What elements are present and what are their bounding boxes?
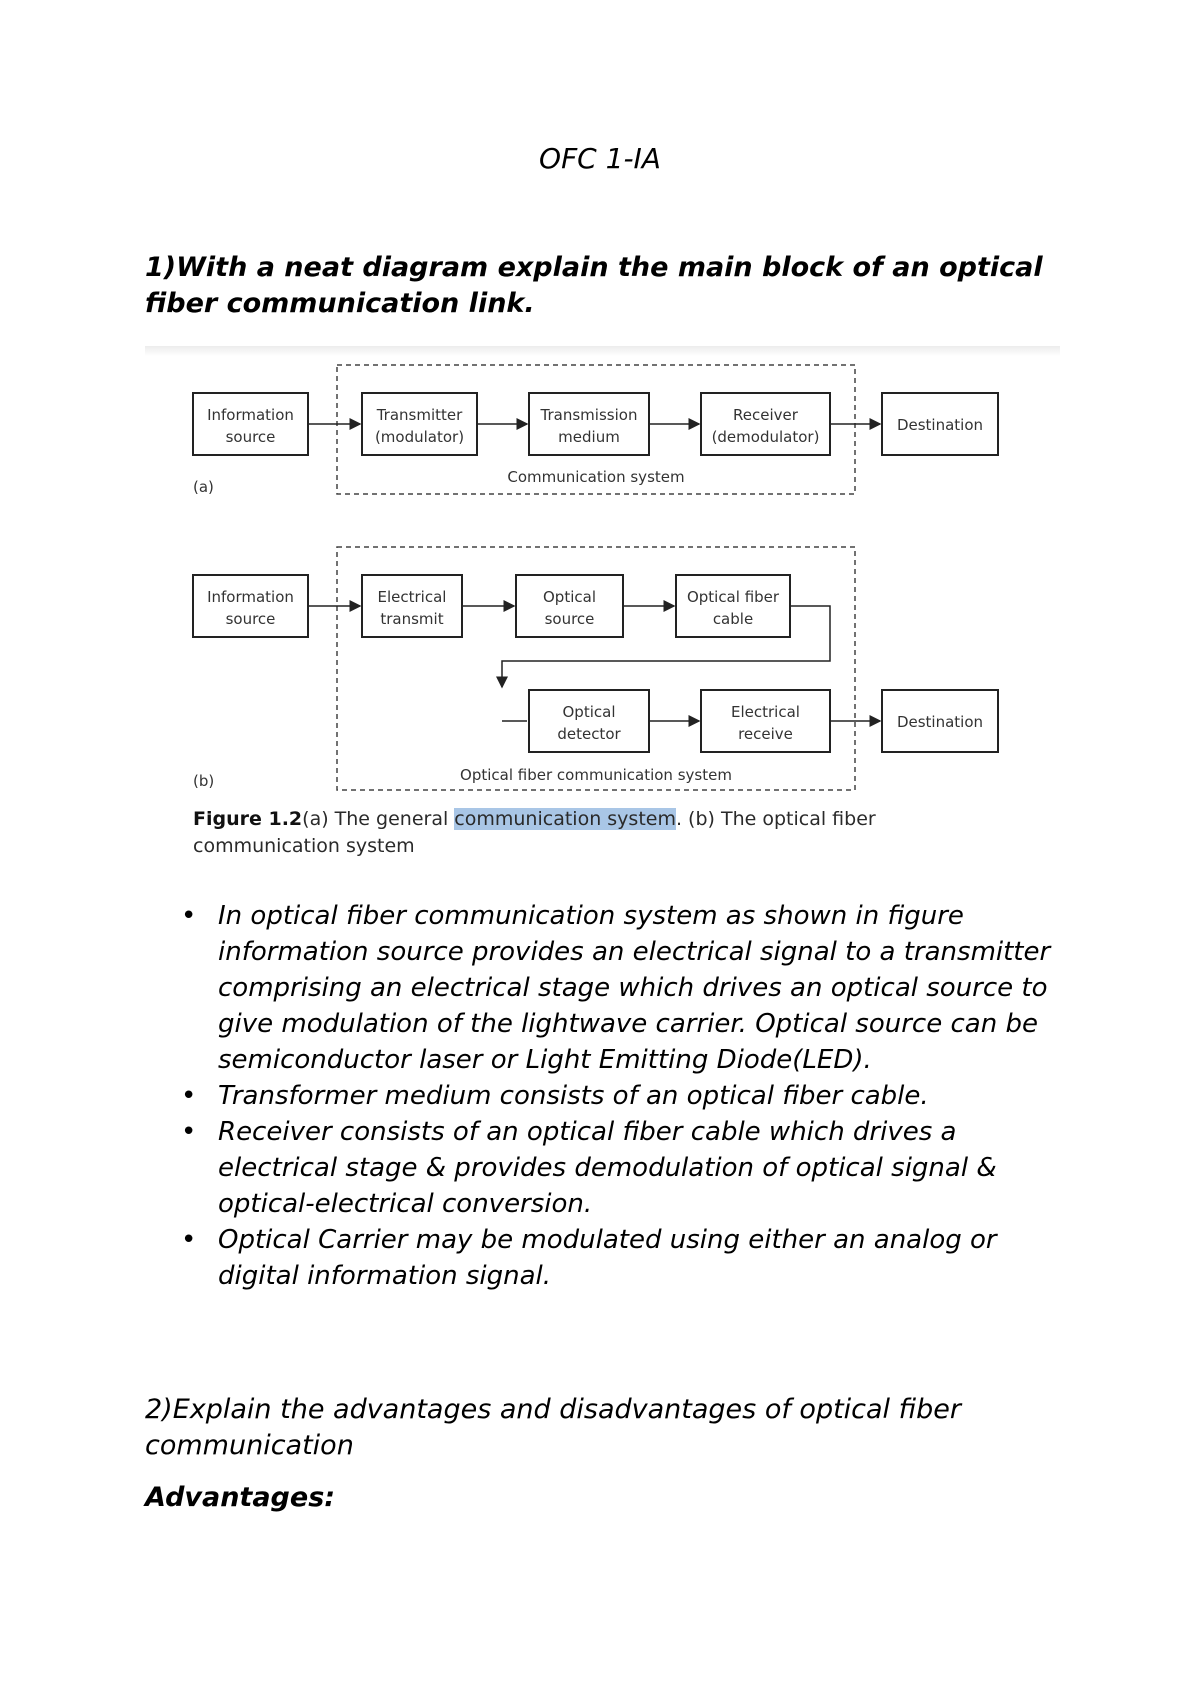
bullet-icon: • (181, 1081, 197, 1111)
caption-part-b: . (b) The optical fiber communication system (193, 808, 876, 857)
advantages-heading: Advantages: (145, 1482, 336, 1513)
diagram-a-group-label: Communication system (507, 468, 685, 486)
svg-text:source: source (544, 610, 595, 628)
bullet-text: In optical fiber communication system as shown in figure information source provides an electrical signal to a transmitter comprising an electrical stage which drives an optical source to give modulation of the lightwave carrier. Optical source can be semiconductor laser or Light Emitting Diode(LED). (218, 901, 1051, 1075)
svg-text:Information: Information (207, 406, 294, 424)
svg-text:cable: cable (712, 610, 754, 628)
question-2: 2)Explain the advantages and disadvantages of optical fiber communication (145, 1394, 961, 1461)
block-b-destination (882, 690, 998, 752)
svg-text:receive: receive (738, 725, 793, 743)
block-a-transmission-medium (529, 393, 649, 455)
list-item (181, 1078, 1078, 1114)
bullet-icon: • (181, 901, 197, 931)
bullet-text: Optical Carrier may be modulated using either an analog or digital information signal. (218, 1225, 997, 1291)
block-a-destination (882, 393, 998, 455)
figure-number: Figure 1.2 (193, 808, 303, 830)
block-a-receiver (701, 393, 830, 455)
bullet-text: Receiver consists of an optical fiber cable which drives a electrical stage & provides demodulation of optical signal & optical-electrical conversion. (218, 1117, 997, 1219)
diagram-b-group-label: Optical fiber communication system (460, 766, 732, 784)
svg-text:Optical: Optical (562, 703, 616, 721)
svg-text:Electrical: Electrical (377, 588, 447, 606)
svg-text:(demodulator): (demodulator) (711, 428, 820, 446)
block-b-optical-detector (529, 690, 649, 752)
block-a-transmitter (362, 393, 477, 455)
diagram-b-label: (b) (193, 772, 215, 790)
svg-text:transmit: transmit (380, 610, 444, 628)
svg-text:Optical fiber: Optical fiber (686, 588, 780, 606)
svg-text:Destination: Destination (896, 416, 984, 434)
svg-text:Transmission: Transmission (540, 406, 638, 424)
block-b-electrical-receive (701, 690, 830, 752)
figure-1-2 (145, 346, 1060, 872)
caption-part-a: (a) The general (302, 808, 455, 830)
diagram-a-label: (a) (193, 478, 214, 496)
list-item (181, 898, 1078, 1078)
svg-text:Receiver: Receiver (733, 406, 798, 424)
svg-text:medium: medium (558, 428, 620, 446)
bullet-icon: • (181, 1225, 197, 1255)
svg-text:(modulator): (modulator) (374, 428, 465, 446)
question-1: 1)With a neat diagram explain the main block of an optical fiber communication link. (145, 252, 1043, 319)
svg-text:Destination: Destination (896, 713, 984, 731)
block-b-optical-source (516, 575, 623, 637)
list-item (181, 1114, 1078, 1222)
svg-text:source: source (225, 610, 276, 628)
bullet-list (181, 898, 1078, 1294)
communication-system-diagram (145, 346, 1060, 806)
svg-text:Optical: Optical (543, 588, 596, 606)
document-title: OFC 1-IA (539, 142, 661, 175)
block-b-information-source (193, 575, 308, 637)
bullet-text: Transformer medium consists of an optical fiber cable. (218, 1081, 929, 1111)
svg-text:Electrical: Electrical (731, 703, 800, 721)
svg-text:detector: detector (557, 725, 621, 743)
block-a-information-source (193, 393, 308, 455)
svg-text:Information: Information (207, 588, 294, 606)
caption-highlight[interactable]: communication system (454, 808, 676, 830)
block-b-optical-fiber-cable (676, 575, 790, 637)
svg-text:Transmitter: Transmitter (376, 406, 463, 424)
list-item (181, 1222, 1078, 1294)
figure-caption (193, 806, 993, 860)
block-b-electrical-transmit (362, 575, 462, 637)
bullet-icon: • (181, 1117, 197, 1147)
svg-text:source: source (225, 428, 276, 446)
